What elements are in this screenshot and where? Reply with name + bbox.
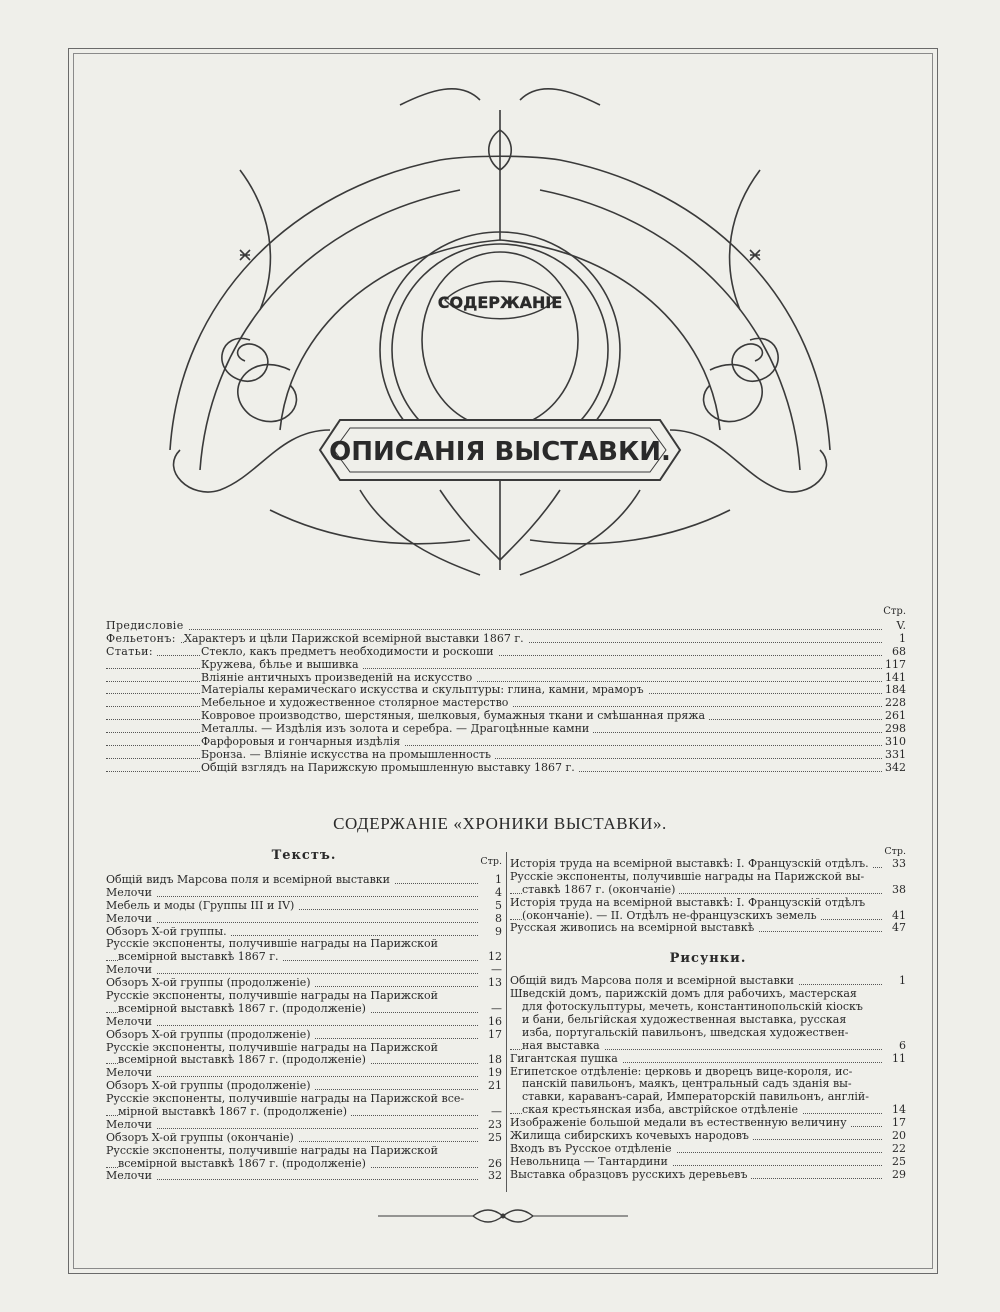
toc-category: Статьи: <box>106 646 157 659</box>
entry-text: Русская живопись на всемірной выставкѣ <box>510 921 758 934</box>
entry-text: Шведскій домъ, парижскій домъ для рабочихъ, мастерская <box>510 987 861 1000</box>
toc-entry <box>106 1145 502 1171</box>
text-heading: Текстъ. <box>271 848 337 863</box>
toc-title: Металлы. — Издѣлія изъ золота и серебра. — Драгоцѣнные камни <box>201 723 593 736</box>
toc-title: Фарфоровыя и гончарныя издѣлія <box>201 736 404 749</box>
toc-page-number: 342 <box>882 762 906 775</box>
entry-text: ская крестьянская изба, австрійское отдѣленіе <box>522 1103 802 1116</box>
toc-entry <box>510 1143 906 1156</box>
entry-text: Египетское отдѣленіе: церковь и дворецъ вице-короля, ис- <box>510 1065 856 1078</box>
toc-entry <box>106 1042 502 1068</box>
toc-entry <box>106 1029 502 1042</box>
emblem-title-banner: ОПИСАНІЯ ВЫСТАВКИ. <box>329 437 671 467</box>
entry-page-number: 47 <box>882 922 906 935</box>
entry-line <box>106 913 502 926</box>
entry-page-number: 5 <box>478 900 502 913</box>
entry-text: Мебель и моды (Группы III и IV) <box>106 899 298 912</box>
toc-title: Кружева, бѣлье и вышивка <box>201 659 363 672</box>
entry-text: Невольница — Тантардини <box>510 1155 672 1168</box>
toc-title: Общій взглядъ на Парижскую промышленную выставку 1867 г. <box>201 762 579 775</box>
toc-page-number: 331 <box>882 749 906 762</box>
column-divider <box>506 852 507 1192</box>
toc-entry <box>510 871 906 897</box>
entry-text: Исторія труда на всемірной выставкѣ: I. Французскій отдѣлъ <box>510 896 869 909</box>
entry-line <box>510 1040 906 1053</box>
tailpiece-ornament <box>378 1206 628 1226</box>
entry-text: Русскіе экспоненты, получившіе награды на Парижской <box>106 937 442 950</box>
entry-page-number: 21 <box>478 1080 502 1093</box>
toc-page-number: 141 <box>882 672 906 685</box>
entry-page-number: 4 <box>478 887 502 900</box>
entry-text: всемірной выставкѣ 1867 г. (продолженіе) <box>118 1157 370 1170</box>
entry-line <box>510 1053 906 1066</box>
entry-text: Мелочи <box>106 886 156 899</box>
entry-page-number: — <box>478 1003 502 1016</box>
entry-line <box>510 1014 906 1027</box>
entry-page-number: 29 <box>882 1169 906 1182</box>
entry-text: Русскіе экспоненты, получившіе награды на Парижской <box>106 1041 442 1054</box>
entry-page-number: 17 <box>478 1029 502 1042</box>
entry-text: и бани, бельгійская художественная выставка, русская <box>522 1013 850 1026</box>
toc-entry <box>106 913 502 926</box>
dot-leader <box>106 896 480 897</box>
toc-entry <box>106 633 906 646</box>
entry-text: всемірной выставкѣ 1867 г. (продолженіе) <box>118 1053 370 1066</box>
entry-line <box>106 1016 502 1029</box>
dot-leader <box>106 1076 480 1077</box>
toc-entry <box>106 620 906 633</box>
entry-text: Обзоръ X-ой группы (продолженіе) <box>106 1028 315 1041</box>
entry-text: Выставка образцовъ русскихъ деревьевъ <box>510 1168 751 1181</box>
toc-entry <box>510 897 906 923</box>
toc-title: Стекло, какъ предметъ необходимости и роскоши <box>201 646 498 659</box>
entry-page-number: 41 <box>882 910 906 923</box>
entry-line <box>106 874 502 887</box>
entry-text: Обзоръ X-ой группы. <box>106 925 231 938</box>
toc-entry <box>510 1053 906 1066</box>
entry-line <box>106 1119 502 1132</box>
entry-page-number: 13 <box>478 977 502 990</box>
entry-page-number: 11 <box>882 1053 906 1066</box>
entry-page-number: 16 <box>478 1016 502 1029</box>
toc-page-number: 228 <box>882 697 906 710</box>
toc-entry <box>106 736 906 749</box>
entry-text: Обзоръ X-ой группы (продолженіе) <box>106 1079 315 1092</box>
entry-text: (окончаніе). — II. Отдѣлъ не-французскихъ земель <box>522 909 821 922</box>
entry-page-number: 38 <box>882 884 906 897</box>
entry-page-number: 33 <box>882 858 906 871</box>
entry-line <box>510 1143 906 1156</box>
toc-entry <box>106 1119 502 1132</box>
entry-text: Мелочи <box>106 1169 156 1182</box>
entry-page-number: 32 <box>478 1170 502 1183</box>
toc-entry <box>106 646 906 659</box>
entry-text: Обзоръ X-ой группы (окончаніе) <box>106 1131 298 1144</box>
toc-entry <box>106 874 502 887</box>
toc-entry <box>106 938 502 964</box>
entry-text: для фотоскульптуры, мечеть, константинопольскій кіоскъ <box>522 1000 867 1013</box>
left-column <box>106 850 502 1183</box>
toc-page-number: 298 <box>882 723 906 736</box>
entry-page-number: — <box>478 964 502 977</box>
toc-title: Характеръ и цѣли Парижской всемірной выставки 1867 г. <box>184 633 528 646</box>
toc-page-number: 184 <box>882 684 906 697</box>
entry-page-number: 1 <box>882 975 906 988</box>
entry-line <box>106 1106 502 1119</box>
entry-line <box>106 1170 502 1183</box>
entry-page-number: 12 <box>478 951 502 964</box>
toc-entry <box>106 900 502 913</box>
toc-entry <box>510 1156 906 1169</box>
entry-text: Русскіе экспоненты, получившіе награды на Парижской <box>106 989 442 1002</box>
entry-text: Мелочи <box>106 963 156 976</box>
toc-title: Ковровое производство, шерстяныя, шелковыя, бумажныя ткани и смѣшанная пряжа <box>201 710 709 723</box>
entry-text: Входъ въ Русское отдѣленіе <box>510 1142 676 1155</box>
entry-line <box>510 1169 906 1182</box>
toc-entry <box>510 988 906 1052</box>
toc-entry <box>510 858 906 871</box>
toc-entry <box>106 887 502 900</box>
entry-page-number: 17 <box>882 1117 906 1130</box>
pictures-heading: Рисунки. <box>669 951 747 967</box>
dot-leader <box>106 1025 480 1026</box>
entry-line <box>106 1145 502 1158</box>
entry-page-number: 14 <box>882 1104 906 1117</box>
right-page-col-label: Стр. <box>884 846 906 857</box>
entry-page-number: 26 <box>478 1158 502 1171</box>
entry-page-number: 19 <box>478 1067 502 1080</box>
toc-entry <box>106 1016 502 1029</box>
toc-entry <box>510 922 906 935</box>
entry-text: Гигантская пушка <box>510 1052 622 1065</box>
entry-text: ставки, караванъ-сарай, Императорскій павильонъ, англій- <box>522 1090 873 1103</box>
entry-page-number: 6 <box>882 1040 906 1053</box>
entry-text: Мелочи <box>106 1015 156 1028</box>
toc-category: Фельетонъ: <box>106 633 180 646</box>
entry-line <box>106 887 502 900</box>
entry-line <box>510 1027 906 1040</box>
toc-entry <box>106 990 502 1016</box>
entry-page-number: 22 <box>882 1143 906 1156</box>
toc-page-number: 310 <box>882 736 906 749</box>
page-col-label: Стр. <box>883 606 906 617</box>
entry-page-number: 20 <box>882 1130 906 1143</box>
dot-leader <box>106 922 480 923</box>
entry-line <box>510 1156 906 1169</box>
toc-entry <box>106 1132 502 1145</box>
toc-title: Матеріалы керамическаго искусства и скульптуры: глина, камни, мраморъ <box>201 684 648 697</box>
toc-title: Бронза. — Вліяніе искусства на промышленность <box>201 749 495 762</box>
entry-text: панскій павильонъ, маякъ, центральный садъ зданія вы- <box>522 1077 856 1090</box>
entry-page-number: — <box>478 1106 502 1119</box>
entry-line <box>510 922 906 935</box>
entry-text: мірной выставкѣ 1867 г. (продолженіе) <box>118 1105 351 1118</box>
dot-leader <box>106 973 480 974</box>
entry-line <box>106 1029 502 1042</box>
toc-entry <box>106 659 906 672</box>
entry-text: Русскіе экспоненты, получившіе награды на Парижской <box>106 1144 442 1157</box>
entry-text: всемірной выставкѣ 1867 г. (продолженіе) <box>118 1002 370 1015</box>
entry-text: всемірной выставкѣ 1867 г. <box>118 950 282 963</box>
entry-line <box>106 1003 502 1016</box>
entry-line <box>510 1130 906 1143</box>
toc-entry <box>106 1093 502 1119</box>
toc-page-number: 261 <box>882 710 906 723</box>
entry-text: Жилища сибирскихъ кочевыхъ народовъ <box>510 1129 753 1142</box>
entry-line <box>106 951 502 964</box>
left-page-col-label: Стр. <box>480 856 502 867</box>
entry-line <box>106 1132 502 1145</box>
entry-page-number: 25 <box>882 1156 906 1169</box>
entry-text: Мелочи <box>106 912 156 925</box>
ornamental-emblem <box>140 70 860 590</box>
entry-text: изба, португальскій павильонъ, шведская художествен- <box>522 1026 853 1039</box>
toc-entry <box>510 1169 906 1182</box>
toc-main <box>106 606 906 775</box>
entry-line <box>510 884 906 897</box>
entry-text: ставкѣ 1867 г. (окончаніе) <box>522 883 679 896</box>
toc-page-number: 68 <box>882 646 906 659</box>
entry-line <box>106 1054 502 1067</box>
entry-page-number: 25 <box>478 1132 502 1145</box>
entry-page-number: 23 <box>478 1119 502 1132</box>
entry-page-number: 9 <box>478 926 502 939</box>
entry-line <box>106 1158 502 1171</box>
entry-line <box>510 871 906 884</box>
toc-title: Мебельное и художественное столярное мастерство <box>201 697 512 710</box>
entry-text: Мелочи <box>106 1118 156 1131</box>
entry-page-number: 8 <box>478 913 502 926</box>
toc-entry <box>510 1130 906 1143</box>
entry-text: Русскіе экспоненты, получившіе награды на Парижской вы- <box>510 870 868 883</box>
entry-text: Исторія труда на всемірной выставкѣ: I. Французскій отдѣлъ. <box>510 857 873 870</box>
entry-line <box>510 897 906 910</box>
toc-page-number: 117 <box>882 659 906 672</box>
entry-text: Русскіе экспоненты, получившіе награды на Парижской все- <box>106 1092 468 1105</box>
dot-leader <box>106 1128 480 1129</box>
chronicle-section-title: СОДЕРЖАНІЕ «ХРОНИКИ ВЫСТАВКИ». <box>333 814 667 833</box>
emblem-title-top: СОДЕРЖАНІЕ <box>437 293 563 312</box>
toc-entry <box>510 1066 906 1118</box>
entry-text: Общій видъ Марсова поля и всемірной выставки <box>510 974 798 987</box>
entry-text: Общій видъ Марсова поля и всемірной выставки <box>106 873 394 886</box>
entry-text: ная выставка <box>522 1039 604 1052</box>
entry-line <box>106 900 502 913</box>
entry-page-number: 18 <box>478 1054 502 1067</box>
toc-entry <box>106 1170 502 1183</box>
right-column <box>510 848 906 1182</box>
dot-leader <box>106 1179 480 1180</box>
toc-page-number: V. <box>882 620 906 633</box>
entry-page-number: 1 <box>478 874 502 887</box>
dot-leader <box>106 629 884 630</box>
entry-text: Мелочи <box>106 1066 156 1079</box>
entry-line <box>510 858 906 871</box>
toc-category: Предисловіе <box>106 620 188 633</box>
entry-text: Изображеніе большой медали въ естественную величину <box>510 1116 851 1129</box>
toc-entry <box>106 762 906 775</box>
entry-text: Обзоръ X-ой группы (продолженіе) <box>106 976 315 989</box>
entry-line <box>106 990 502 1003</box>
toc-page-number: 1 <box>882 633 906 646</box>
toc-entry <box>106 749 906 762</box>
toc-title: Вліяніе античныхъ произведеній на искусство <box>201 672 476 685</box>
